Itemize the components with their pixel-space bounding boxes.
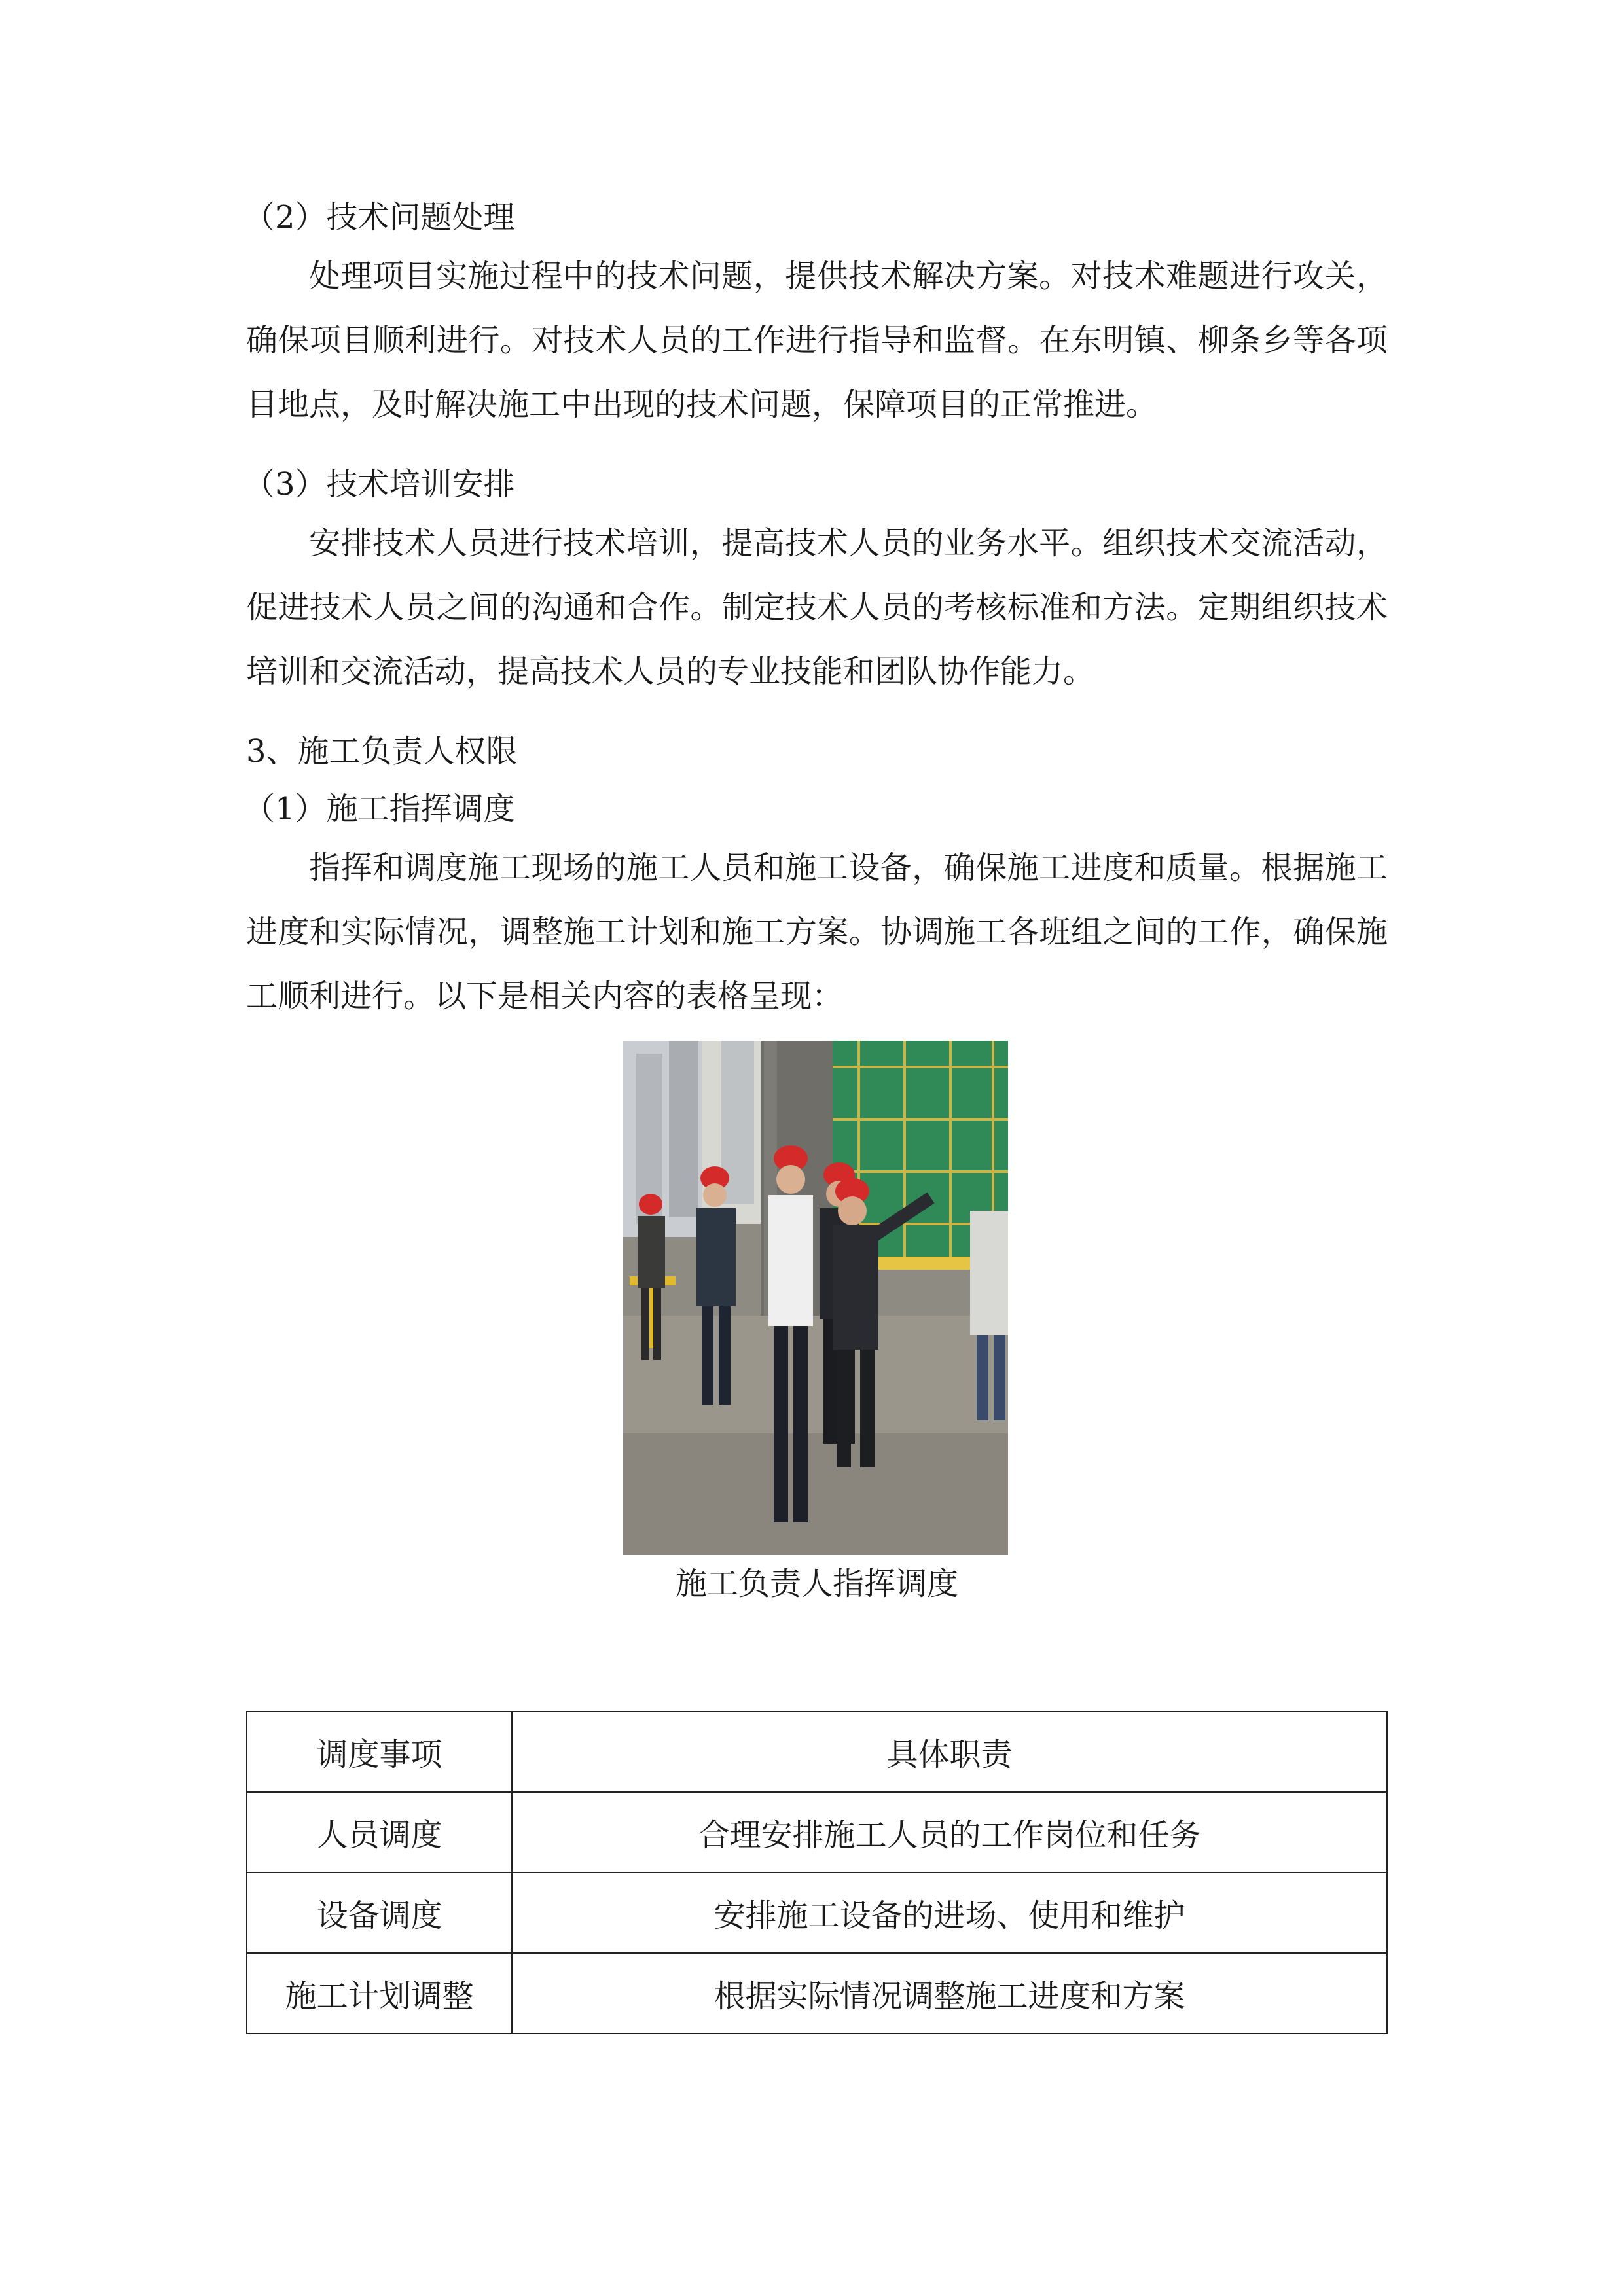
heading-tech-training: （3）技术培训安排 (244, 466, 515, 503)
table-header-cell: 具体职责 (512, 1712, 1387, 1792)
table-cell: 安排施工设备的进场、使用和维护 (512, 1873, 1387, 1953)
photo-caption: 施工负责人指挥调度 (675, 1566, 958, 1602)
paragraph-tech-problem: 处理项目实施过程中的技术问题，提供技术解决方案。对技术难题进行攻关，确保项目顺利进行。对技术人员的工作进行指导和监督。在东明镇、柳条乡等各项目地点，及时解决施工中出现的技术问题，保障项目的正常推进。 (246, 258, 1388, 423)
table-cell: 施工计划调整 (247, 1953, 512, 2034)
table-cell: 设备调度 (247, 1873, 512, 1953)
heading-tech-problem: （2）技术问题处理 (244, 199, 515, 236)
table-row (247, 1873, 1387, 1953)
table-row (247, 1953, 1387, 2034)
dispatch-table (246, 1711, 1388, 2034)
table-cell: 人员调度 (247, 1792, 512, 1873)
table-row (247, 1792, 1387, 1873)
heading-command-dispatch: （1）施工指挥调度 (244, 791, 515, 827)
construction-site-photo (623, 1041, 1008, 1555)
table-header-cell: 调度事项 (247, 1712, 512, 1792)
table-cell: 根据实际情况调整施工进度和方案 (512, 1953, 1387, 2034)
paragraph-tech-training: 安排技术人员进行技术培训，提高技术人员的业务水平。组织技术交流活动，促进技术人员之间的沟通和合作。制定技术人员的考核标准和方法。定期组织技术培训和交流活动，提高技术人员的专业技能和团队协作能力。 (246, 525, 1388, 690)
table-header-row (247, 1712, 1387, 1792)
heading-construction-authority: 3、施工负责人权限 (246, 733, 518, 770)
table-cell: 合理安排施工人员的工作岗位和任务 (512, 1792, 1387, 1873)
paragraph-command-dispatch: 指挥和调度施工现场的施工人员和施工设备，确保施工进度和质量。根据施工进度和实际情况，调整施工计划和施工方案。协调施工各班组之间的工作，确保施工顺利进行。以下是相关内容的表格呈现： (246, 850, 1388, 1014)
